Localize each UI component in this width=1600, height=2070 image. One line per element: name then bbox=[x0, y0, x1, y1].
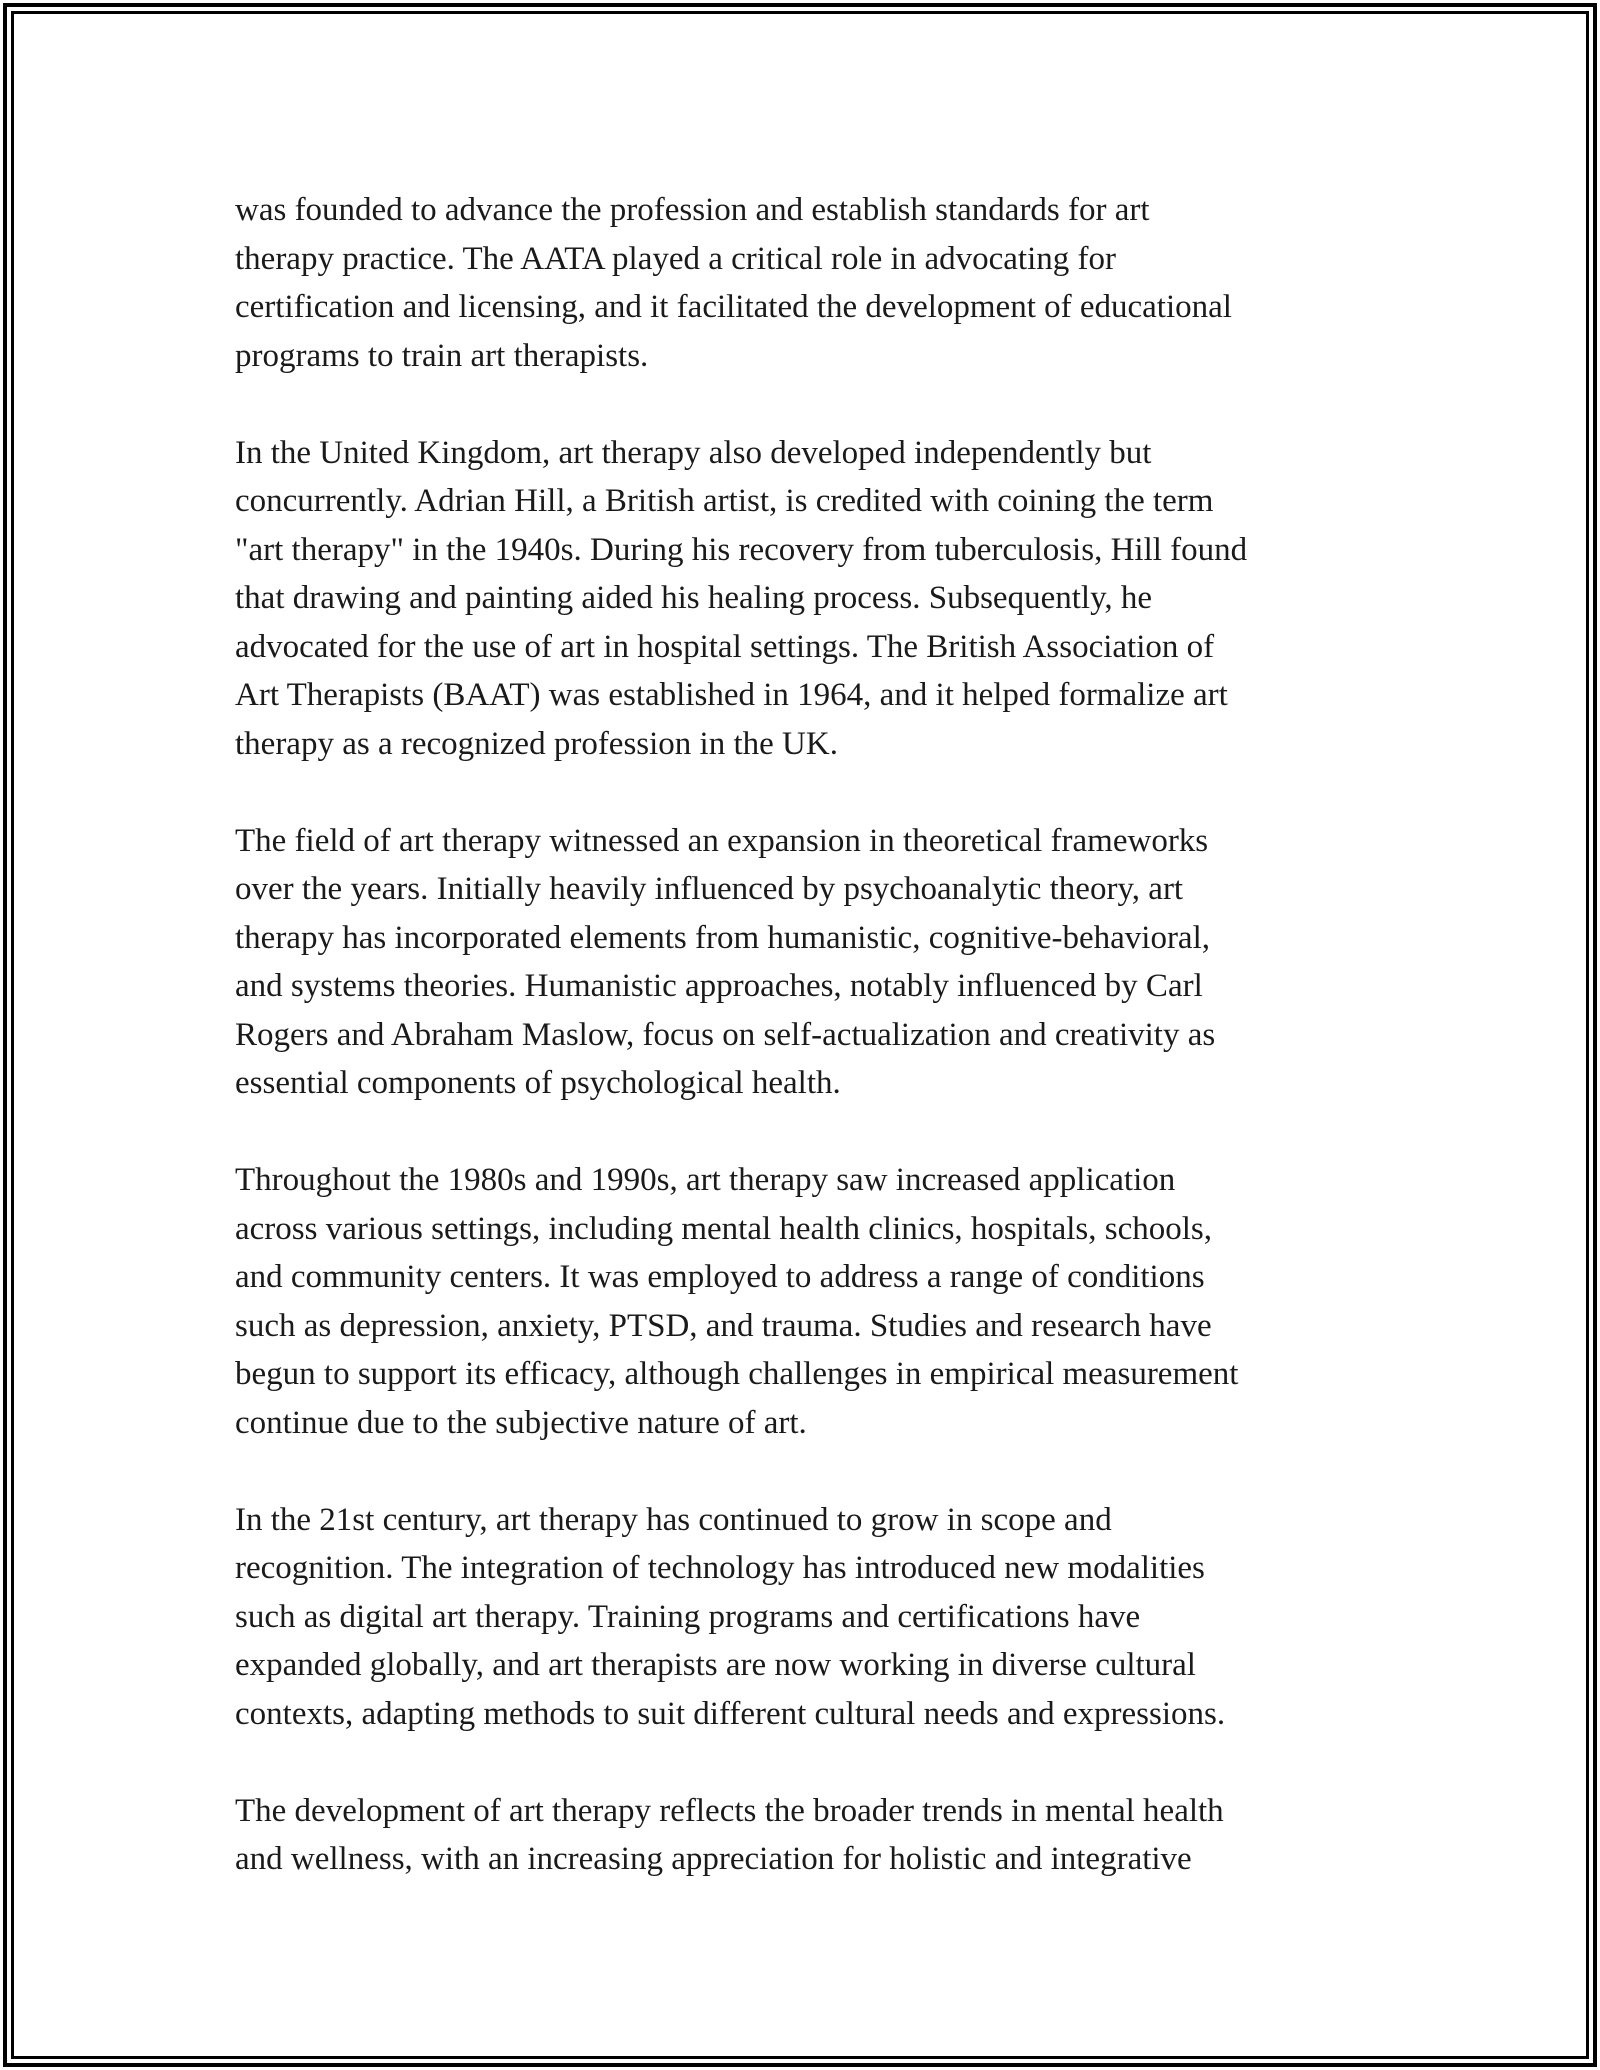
paragraph-21st-century: In the 21st century, art therapy has continued to grow in scope and recognition. The integration of technology has introduced new modalities such as digital art therapy. Training programs and certifications have expanded globally, and art therapists are now working in diverse cultural contexts, adapting methods to suit different cultural needs and expressions. bbox=[235, 1501, 1226, 1732]
paragraph-theoretical-frameworks: The field of art therapy witnessed an expansion in theoretical frameworks over the years. Initially heavily influenced by psychoanalytic theory, art therapy has incorporated elements from humanistic, cognitive-behavioral, and systems theories. Humanistic approaches, notably influenced by Carl Rogers and Abraham Maslow, focus on self-actualization and creativity as essential components of psychological health. bbox=[235, 822, 1216, 1101]
paragraph-1980s-1990s: Throughout the 1980s and 1990s, art therapy saw increased application across various settings, including mental health clinics, hospitals, schools, and community centers. It was employed to address a range of conditions such as depression, anxiety, PTSD, and trauma. Studies and research have begun to support its efficacy, although challenges in empirical measurement continue due to the subjective nature of art. bbox=[235, 1162, 1239, 1441]
paragraph-development-trends: The development of art therapy reflects the broader trends in mental health and wellness, with an increasing appreciation for holistic and integrative bbox=[235, 1792, 1224, 1877]
document-body bbox=[235, 186, 1375, 1932]
paragraph-united-kingdom: In the United Kingdom, art therapy also developed independently but concurrently. Adrian Hill, a British artist, is credited with coining the term "art therapy" in the 1940s. During his recovery from tuberculosis, Hill found that drawing and painting aided his healing process. Subsequently, he advocated for the use of art in hospital settings. The British Association of Art Therapists (BAAT) was established in 1964, and it helped formalize art therapy as a recognized profession in the UK. bbox=[235, 434, 1248, 762]
paragraph-aata: was founded to advance the profession and establish standards for art therapy practice. The AATA played a critical role in advocating for certification and licensing, and it facilitated the development of educational programs to train art therapists. bbox=[235, 192, 1232, 374]
